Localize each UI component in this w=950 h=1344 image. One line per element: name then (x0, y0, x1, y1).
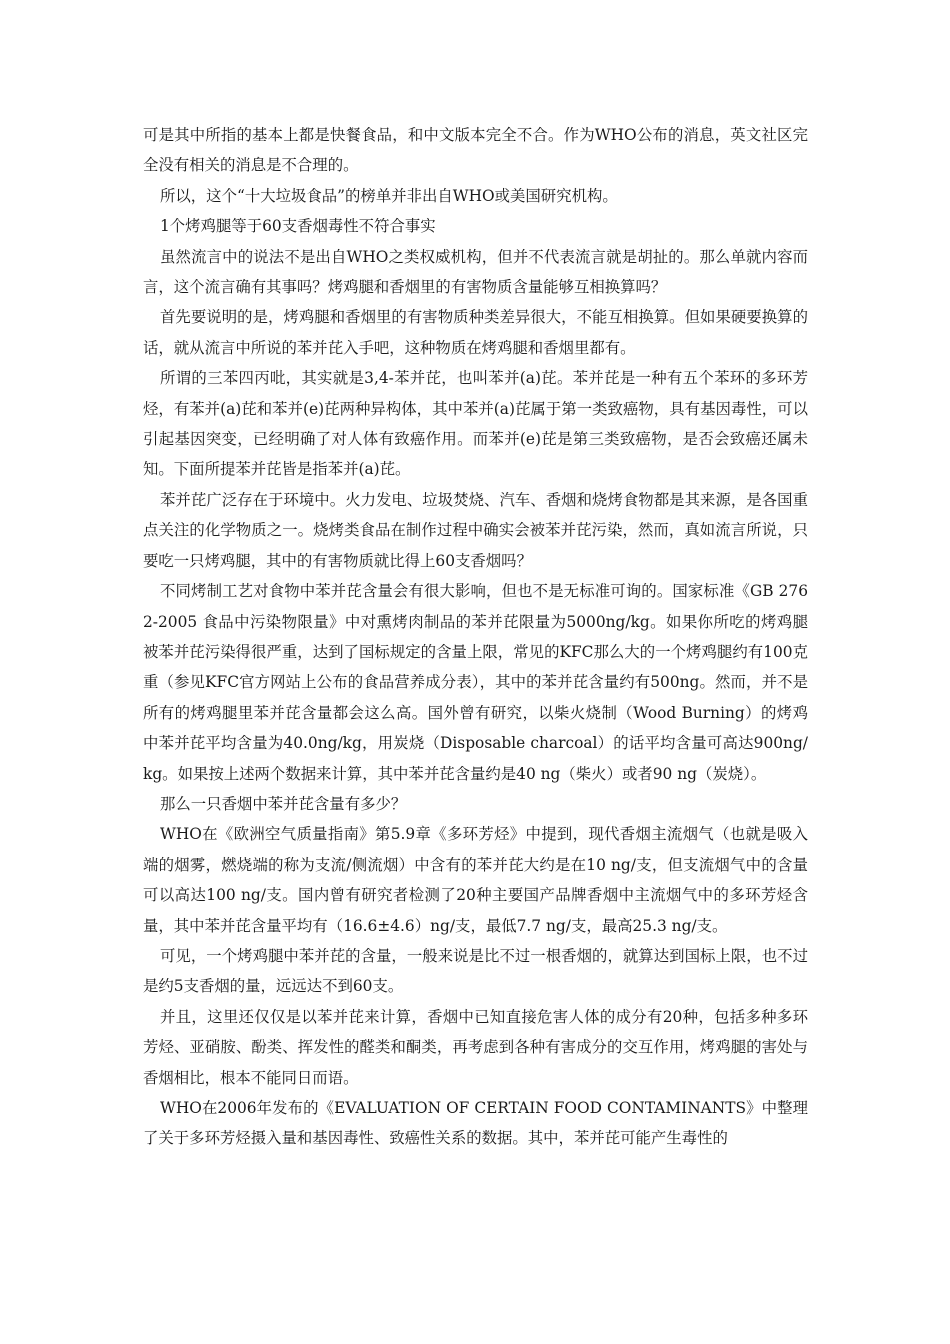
paragraph: 并且，这里还仅仅是以苯并芘来计算，香烟中已知直接危害人体的成分有20种，包括多种多环芳烃、亚硝胺、酚类、挥发性的醛类和酮类，再考虑到各种有害成分的交互作用，烤鸡腿的害处与香烟相比，根本不能同日而语。 (143, 1007, 808, 1087)
paragraph: 苯并芘广泛存在于环境中。火力发电、垃圾焚烧、汽车、香烟和烧烤食物都是其来源，是各国重点关注的化学物质之一。烧烤类食品在制作过程中确实会被苯并芘污染，然而，真如流言所说，只要吃一只烤鸡腿，其中的有害物质就比得上60支香烟吗？ (143, 490, 808, 570)
paragraph: 首先要说明的是，烤鸡腿和香烟里的有害物质种类差异很大，不能互相换算。但如果硬要换算的话，就从流言中所说的苯并芘入手吧，这种物质在烤鸡腿和香烟里都有。 (143, 308, 808, 357)
paragraph: WHO在《欧洲空气质量指南》第5.9章《多环芳烃》中提到，现代香烟主流烟气（也就是吸入端的烟雾，燃烧端的称为支流/侧流烟）中含有的苯并芘大约是在10 ng/支，但支流烟气中的含量可以高达100 ng/支。国内曾有研究者检测了20种主要国产品牌香烟中主流烟气中的多环芳烃含量，其中苯并芘含量平均有（16.6±4.6）ng/支，最低7.7 ng/支，最高25.3 ng/支。 (143, 825, 808, 935)
paragraph: WHO在2006年发布的《EVALUATION OF CERTAIN FOOD CONTAMINANTS》中整理了关于多环芳烃摄入量和基因毒性、致癌性关系的数据。其中，苯并芘可能产生毒性的 (143, 1099, 808, 1148)
paragraph: 虽然流言中的说法不是出自WHO之类权威机构，但并不代表流言就是胡扯的。那么单就内容而言，这个流言确有其事吗？烤鸡腿和香烟里的有害物质含量能够互相换算吗？ (143, 247, 808, 297)
section-heading: 1个烤鸡腿等于60支香烟毒性不符合事实 (160, 217, 436, 236)
document-page (143, 120, 808, 1154)
paragraph: 可是其中所指的基本上都是快餐食品，和中文版本完全不合。作为WHO公布的消息，英文社区完全没有相关的消息是不合理的。 (143, 126, 808, 175)
paragraph: 所以，这个“十大垃圾食品”的榜单并非出自WHO或美国研究机构。 (160, 186, 618, 205)
paragraph: 可见，一个烤鸡腿中苯并芘的含量，一般来说是比不过一根香烟的，就算达到国标上限，也不过是约5支香烟的量，远远达不到60支。 (143, 946, 808, 996)
paragraph: 不同烤制工艺对食物中苯并芘含量会有很大影响，但也不是无标准可询的。国家标准《GB 2762-2005 食品中污染物限量》中对熏烤肉制品的苯并芘限量为5000ng/kg。如果你所吃的烤鸡腿被苯并芘污染得很严重，达到了国标规定的含量上限，常见的KFC那么大的一个烤鸡腿约有100克重（参见KFC官方网站上公布的食品营养成分表），其中的苯并芘含量约有500ng。然而，并不是所有的烤鸡腿里苯并芘含量都会这么高。国外曾有研究，以柴火烧制（Wood Burning）的烤鸡中苯并芘平均含量为40.0ng/kg，用炭烧（Disposable charcoal）的话平均含量可高达900ng/kg。如果按上述两个数据来计算，其中苯并芘含量约是40 ng（柴火）或者90 ng（炭烧）。 (143, 582, 808, 783)
paragraph: 所谓的三苯四丙吡，其实就是3,4-苯并芘，也叫苯并(a)芘。苯并芘是一种有五个苯环的多环芳烃，有苯并(a)芘和苯并(e)芘两种异构体，其中苯并(a)芘属于第一类致癌物，具有基因毒性，可以引起基因突变，已经明确了对人体有致癌作用。而苯并(e)芘是第三类致癌物，是否会致癌还属未知。下面所提苯并芘皆是指苯并(a)芘。 (143, 369, 808, 479)
paragraph: 那么一只香烟中苯并芘含量有多少？ (160, 794, 407, 813)
